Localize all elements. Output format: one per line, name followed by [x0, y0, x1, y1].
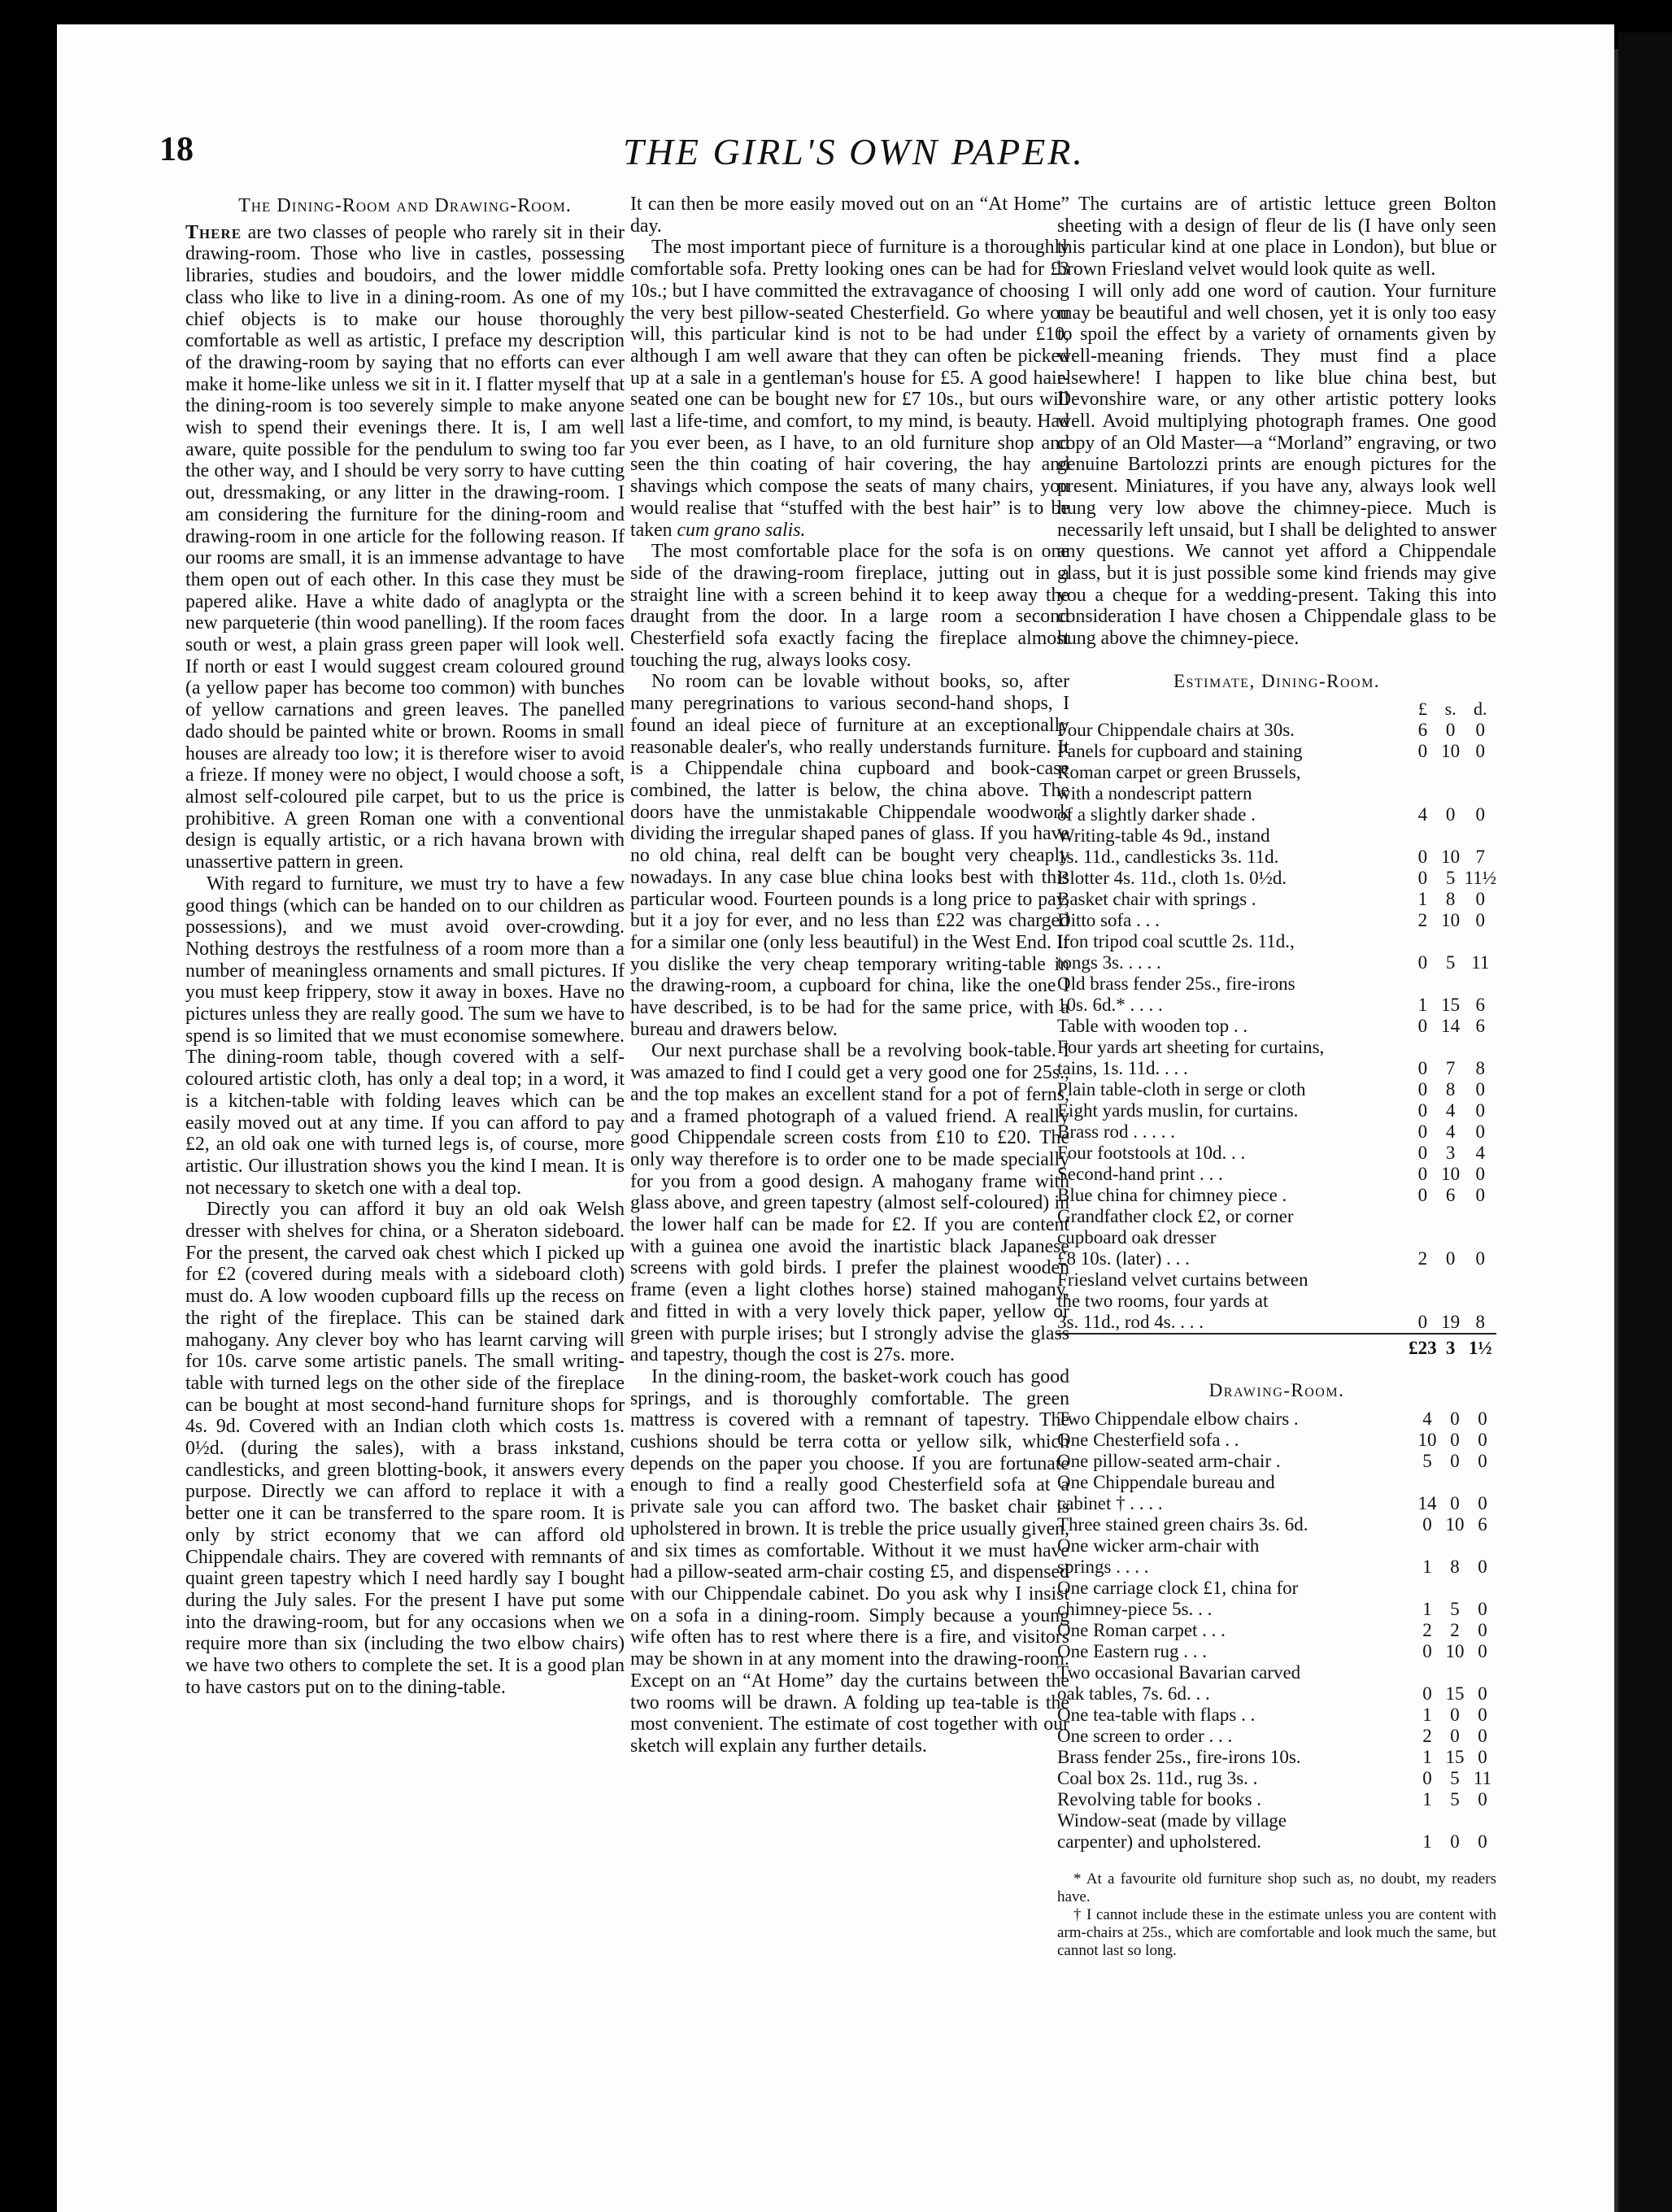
pence-value: 0 [1475, 741, 1486, 762]
estimate-item-label: Four yards art sheeting for curtains, [1057, 1037, 1325, 1058]
estimate-item-label: Plain table-cloth in serge or cloth [1057, 1079, 1306, 1100]
footnote: * At a favourite old furniture shop such as, no doubt, my readers have. [1057, 1870, 1496, 1906]
shillings-value: 10 [1441, 1164, 1461, 1185]
pounds-value: 0 [1417, 952, 1428, 973]
pounds-value: 2 [1422, 1620, 1432, 1641]
page-edge-shadow [1618, 33, 1672, 2212]
pence-value: 0 [1475, 1164, 1486, 1185]
estimate-row [1057, 847, 1496, 868]
pence-value: 11 [1473, 1768, 1492, 1789]
pounds-value: 1 [1422, 1599, 1432, 1620]
estimate-row [1057, 889, 1496, 910]
shillings-header: s. [1444, 699, 1456, 720]
estimate-row [1057, 1578, 1496, 1599]
estimate-row [1057, 1705, 1496, 1726]
pence-value [1465, 973, 1496, 995]
pence-value: 0 [1478, 1451, 1487, 1472]
estimate-item-label: Two occasional Bavarian carved [1057, 1662, 1301, 1683]
shillings-value [1437, 1206, 1465, 1227]
pence-value: 8 [1475, 1312, 1486, 1333]
pence-value: 4 [1475, 1143, 1486, 1164]
shillings-value: 10 [1445, 1641, 1465, 1662]
pounds-value: 0 [1417, 1121, 1428, 1143]
paragraph-text: are two classes of people who rarely sit in their drawing-room. Those who live in castles, possessing libraries, studies and boudoirs, and the lower middle class who like to live in a dining-room. As one of my chief objects is to make our house thoroughly comfortable as well as artistic, I preface my description of the drawing-room by saying that no efforts can ever make it home-like unless we sit in it. I flatter myself that the dining-room is too severely simple to make anyone wish to spend their evenings there. It is, I am well aware, quite possible for the pendulum to swing too far the other way, and I should be very sorry to have cutting out, dressmaking, or any litter in the drawing-room. I am considering the furniture for the dining-room and drawing-room in one article for the following reason. If our rooms are small, it is an immense advantage to have them open out of each other. In this case they must be papered alike. Have a white dado of anaglypta or the new parqueterie (thin wood panelling). If the room faces south or west, a plain grass green paper will look well. If north or east I would suggest cream coloured ground (a yellow paper has become too common) with bunches of yellow carnations and green leaves. The panelled dado should be painted white or brown. Rooms in small houses are already too low; it is therefore wiser to avoid a frieze. If money were no object, I would choose a soft, almost self-coloured pile carpet, but to us the price is prohibitive. A green Roman one with a conventional design is equally artistic, or a rich havana brown with unassertive pattern in green. [185, 221, 625, 873]
column-3 [1057, 194, 1496, 1960]
paragraph: It can then be more easily moved out on an “At Home” day. [630, 194, 1069, 237]
estimate-row [1057, 1768, 1496, 1789]
estimate-item-label: One screen to order . . . [1057, 1726, 1233, 1747]
estimate-row [1057, 762, 1496, 783]
estimate-item-label: tains, 1s. 11d. . . . [1057, 1058, 1188, 1079]
estimate-row [1057, 1206, 1496, 1227]
estimate-item-label: Friesland velvet curtains between [1057, 1269, 1308, 1291]
pence-value [1469, 1535, 1496, 1557]
estimate-dining-heading: Estimate, Dining-Room. [1173, 670, 1381, 691]
shillings-value: 0 [1450, 1831, 1460, 1853]
estimate-row [1057, 995, 1496, 1016]
estimate-drawing-body [1057, 1409, 1496, 1853]
pence-value: 0 [1478, 1641, 1487, 1662]
estimate-row [1057, 1810, 1496, 1831]
estimate-row [1057, 1185, 1496, 1206]
pounds-value: 0 [1417, 1312, 1428, 1333]
estimate-item-label: Two Chippendale elbow chairs . [1057, 1409, 1299, 1430]
pounds-value: 0 [1417, 1143, 1428, 1164]
estimate-item-label: £8 10s. (later) . . . [1057, 1248, 1190, 1269]
pence-value: 0 [1478, 1831, 1487, 1853]
estimate-row [1057, 1726, 1496, 1747]
estimate-item-label: with a nondescript pattern [1057, 783, 1252, 804]
estimate-dining-body [1057, 699, 1496, 1334]
pounds-value: 0 [1422, 1641, 1432, 1662]
pounds-value [1409, 1037, 1437, 1058]
shillings-value: 5 [1450, 1599, 1460, 1620]
estimate-item-label: Panels for cupboard and staining [1057, 741, 1303, 762]
estimate-row [1057, 804, 1496, 825]
paragraph: With regard to furniture, we must try to have a few good things (which can be handed on to our children as possessions), and we must avoid over-crowding. Nothing destroys the restfulness of a room more than a number of meaningless ornaments and small pictures. If you must keep frippery, stow it away in boxes. Have no pictures unless they are really good. The sum we have to spend is so limited that we must economise somewhere. The dining-room table, though covered with a self-coloured artistic cloth, has only a deal top; in a word, it is a kitchen-table with folding leaves which can be easily moved out at any time. If you can afford to pay £2, an old oak one with turned legs is, of course, more artistic. Our illustration shows you the kind I mean. It is not necessary to sketch one with a deal top. [185, 873, 625, 1199]
shillings-value: 7 [1445, 1058, 1456, 1079]
estimate-row [1057, 720, 1496, 741]
estimate-item-label: of a slightly darker shade . [1057, 804, 1256, 825]
shillings-value: 0 [1445, 1248, 1456, 1269]
estimate-item-label: tongs 3s. . . . . [1057, 952, 1161, 973]
pounds-header: £ [1417, 699, 1427, 720]
estimate-item-label: Table with wooden top . . [1057, 1016, 1248, 1037]
pounds-value [1409, 1291, 1437, 1312]
pence-value: 0 [1478, 1557, 1487, 1578]
pounds-value: 0 [1417, 1058, 1428, 1079]
shillings-value: 15 [1441, 995, 1461, 1016]
estimate-row [1057, 1016, 1496, 1037]
estimate-row [1057, 1472, 1496, 1493]
shillings-value [1441, 1535, 1469, 1557]
estimate-row [1057, 1451, 1496, 1472]
estimate-item-label: 3s. 11d., rod 4s. . . . [1057, 1312, 1204, 1333]
paragraph [630, 237, 1069, 541]
pounds-value: 14 [1417, 1493, 1437, 1514]
estimate-row [1057, 1557, 1496, 1578]
estimate-item-label: chimney-piece 5s. . . [1057, 1599, 1213, 1620]
estimate-item-label: One Chippendale bureau and [1057, 1472, 1275, 1493]
pounds-value: 0 [1417, 741, 1428, 762]
estimate-item-label: Three stained green chairs 3s. 6d. [1057, 1514, 1308, 1535]
estimate-row [1057, 1143, 1496, 1164]
pence-value: 0 [1475, 1185, 1486, 1206]
paragraph: Our next purchase shall be a revolving book-table. I was amazed to find I could get a very good one for 25s., and the top makes an excellent stand for a pot of ferns, and a framed photograph of a valued friend. A really good Chippendale screen costs from £10 to £20. The only way therefore is to order one to be made specially for you from a good design. A mahogany frame with glass above, and green tapestry (almost self-coloured) in the lower half can be made for £2. If you are content with a guinea one avoid the inartistic black Japanese screens with gold birds. I prefer the plainest wooden frame (even a light clothes horse) stained mahogany, and fitted in with a very lovely thick paper, yellow or green with purple irises; but I strongly advise the glass and tapestry, though the cost is 27s. more. [630, 1040, 1069, 1366]
shillings-value: 10 [1441, 910, 1461, 931]
shillings-value: 0 [1450, 1409, 1460, 1430]
paragraph: Directly you can afford it buy an old oak Welsh dresser with shelves for china, or a Sheraton sideboard. For the present, the carved oak chest which I picked up for £2 (covered during meals with a sideboard cloth) must do. A low wooden cupboard fills up the recess on the right of the fireplace. This can be stained dark mahogany. Any clever boy who has learnt carving will for 10s. carve some artistic panels. The small writing-table with turned legs on the other side of the fireplace can be bought at most second-hand furniture shops for 4s. 9d. Covered with an Indian cloth which costs 1s. 0½d. (during the sales), with a brass inkstand, candlesticks, and green blotting-book, it answers every purpose. Directly we can afford to replace it with a better one it can be transferred to the spare room. It is only by strict economy that we can afford old Chippendale chairs. They are covered with remnants of quaint green tapestry which I need hardly say I bought during the July sales. For the present I have put some into the drawing-room, but for any occasions when we require more than six (including the two elbow chairs) we have two others to complete the set. It is a good plan to have castors put on to the dining-table. [185, 1199, 625, 1698]
pence-header: d. [1474, 699, 1487, 720]
estimate-item-label: Iron tripod coal scuttle 2s. 11d., [1057, 931, 1295, 952]
pounds-value [1409, 1206, 1437, 1227]
pounds-value: 0 [1417, 847, 1428, 868]
pence-value [1469, 1810, 1496, 1831]
pence-value: 0 [1475, 804, 1486, 825]
pence-value: 0 [1478, 1683, 1487, 1705]
estimate-row [1057, 1620, 1496, 1641]
pounds-value [1413, 1662, 1441, 1683]
shillings-value [1437, 1269, 1465, 1291]
shillings-value [1441, 1662, 1469, 1683]
pounds-value: 2 [1417, 910, 1428, 931]
pounds-value [1409, 825, 1437, 847]
pounds-value [1409, 1227, 1437, 1248]
shillings-value: 10 [1445, 1514, 1465, 1535]
pounds-value: 2 [1417, 1248, 1428, 1269]
paragraph [185, 222, 625, 873]
total-pence: 1½ [1465, 1334, 1496, 1359]
pounds-value: 1 [1417, 995, 1428, 1016]
estimate-item-label: Writing-table 4s 9d., instand [1057, 825, 1270, 847]
pence-value: 7 [1475, 847, 1486, 868]
shillings-value [1437, 931, 1465, 952]
estimate-item-label: cupboard oak dresser [1057, 1227, 1217, 1248]
shillings-value [1437, 973, 1465, 995]
pounds-value [1409, 783, 1437, 804]
pounds-value [1409, 762, 1437, 783]
estimate-row [1057, 1789, 1496, 1810]
shillings-value [1441, 1810, 1469, 1831]
pence-value: 0 [1478, 1599, 1487, 1620]
shillings-value: 8 [1445, 889, 1456, 910]
pounds-value: 6 [1417, 720, 1428, 741]
pounds-value: 1 [1417, 889, 1428, 910]
estimate-item-label: Blotter 4s. 11d., cloth 1s. 0½d. [1057, 868, 1287, 889]
shillings-value: 0 [1450, 1705, 1460, 1726]
shillings-value [1437, 1291, 1465, 1312]
estimate-row [1057, 1599, 1496, 1620]
pence-value: 0 [1478, 1620, 1487, 1641]
pence-value [1465, 931, 1496, 952]
pence-value: 0 [1475, 889, 1486, 910]
shillings-value [1437, 1037, 1465, 1058]
shillings-value: 6 [1445, 1185, 1456, 1206]
pounds-value: 1 [1422, 1705, 1432, 1726]
pence-value [1465, 825, 1496, 847]
estimate-column-header [1057, 699, 1496, 720]
shillings-value: 0 [1445, 720, 1456, 741]
pence-value: 0 [1475, 720, 1486, 741]
pounds-value: 0 [1417, 1079, 1428, 1100]
shillings-value: 0 [1450, 1430, 1460, 1451]
estimate-row [1057, 1409, 1496, 1430]
pounds-value: 5 [1422, 1451, 1432, 1472]
shillings-value: 5 [1445, 868, 1456, 889]
estimate-row [1057, 1747, 1496, 1768]
pence-value: 11 [1471, 952, 1490, 973]
pence-value [1465, 783, 1496, 804]
pounds-value: 0 [1417, 1164, 1428, 1185]
pence-value: 8 [1475, 1058, 1486, 1079]
estimate-item-label: Brass fender 25s., fire-irons 10s. [1057, 1747, 1301, 1768]
footnote: † I cannot include these in the estimate unless you are content with arm-chairs at 25s., which are comfortable and look much the same, but cannot last so long. [1057, 1906, 1496, 1960]
running-title: THE GIRL'S OWN PAPER. [623, 131, 1085, 172]
pounds-value: 2 [1422, 1726, 1432, 1747]
pence-value: 0 [1478, 1726, 1487, 1747]
pounds-value: 0 [1417, 868, 1428, 889]
pence-value: 0 [1475, 1248, 1486, 1269]
pence-value: 0 [1475, 1079, 1486, 1100]
pence-value: 0 [1475, 910, 1486, 931]
shillings-value: 0 [1450, 1726, 1460, 1747]
estimate-item-label: oak tables, 7s. 6d. . . [1057, 1683, 1210, 1705]
estimate-item-label: cabinet † . . . . [1057, 1493, 1163, 1514]
page-number: 18 [159, 131, 194, 168]
pounds-value: 0 [1422, 1683, 1432, 1705]
shillings-value: 4 [1445, 1121, 1456, 1143]
estimate-row [1057, 1291, 1496, 1312]
total-pounds: £23 [1409, 1334, 1437, 1359]
article-heading: The Dining-Room and Drawing-Room. [238, 195, 572, 216]
estimate-row [1057, 783, 1496, 804]
shillings-value: 5 [1450, 1789, 1460, 1810]
estimate-item-label: One Eastern rug . . . [1057, 1641, 1207, 1662]
shillings-value [1437, 783, 1465, 804]
shillings-value: 8 [1450, 1557, 1460, 1578]
pounds-value [1413, 1472, 1441, 1493]
pence-value [1465, 1269, 1496, 1291]
shillings-value: 10 [1441, 847, 1461, 868]
pence-value: 0 [1478, 1409, 1487, 1430]
opening-word: There [185, 221, 242, 243]
estimate-row [1057, 1058, 1496, 1079]
shillings-value: 0 [1445, 804, 1456, 825]
pounds-value [1413, 1810, 1441, 1831]
pounds-value [1409, 973, 1437, 995]
pounds-value: 1 [1422, 1557, 1432, 1578]
estimate-row [1057, 1164, 1496, 1185]
pence-value [1465, 1037, 1496, 1058]
pence-value: 6 [1478, 1514, 1487, 1535]
estimate-drawing-heading: Drawing-Room. [1208, 1380, 1345, 1401]
estimate-item-label: 1s. 11d., candlesticks 3s. 11d. [1057, 847, 1279, 868]
pounds-value: 10 [1417, 1430, 1437, 1451]
estimate-item-label: Second-hand print . . . [1057, 1164, 1223, 1185]
pounds-value: 1 [1422, 1831, 1432, 1853]
pence-value: 11½ [1464, 868, 1496, 889]
shillings-value: 19 [1441, 1312, 1461, 1333]
pence-value: 0 [1475, 1100, 1486, 1121]
pence-value: 0 [1475, 1121, 1486, 1143]
estimate-row [1057, 1641, 1496, 1662]
latin-phrase: cum grano salis. [677, 519, 806, 541]
pounds-value [1409, 931, 1437, 952]
column-2 [630, 194, 1069, 1757]
shillings-value: 14 [1441, 1016, 1461, 1037]
estimate-item-label: One tea-table with flaps . . [1057, 1705, 1256, 1726]
estimate-item-label: Roman carpet or green Brussels, [1057, 762, 1301, 783]
shillings-value [1437, 825, 1465, 847]
shillings-value: 5 [1450, 1768, 1460, 1789]
column-1 [185, 194, 625, 1699]
estimate-item-label: Revolving table for books . [1057, 1789, 1262, 1810]
estimate-row [1057, 1514, 1496, 1535]
estimate-row [1057, 1037, 1496, 1058]
pence-value: 0 [1478, 1789, 1487, 1810]
pounds-value: 1 [1422, 1789, 1432, 1810]
estimate-item-label: One Chesterfield sofa . . [1057, 1430, 1239, 1451]
estimate-row [1057, 1248, 1496, 1269]
estimate-item-label: Window-seat (made by village [1057, 1810, 1287, 1831]
shillings-value [1437, 1227, 1465, 1248]
estimate-drawing-table [1057, 1409, 1496, 1853]
pence-value: 0 [1478, 1430, 1487, 1451]
estimate-dining-table [1057, 699, 1496, 1359]
estimate-item-label: Basket chair with springs . [1057, 889, 1256, 910]
estimate-item-label: 10s. 6d.* . . . . [1057, 995, 1163, 1016]
pounds-value [1413, 1535, 1441, 1557]
paragraph: I will only add one word of caution. Your furniture may be beautiful and well chosen, yet it is only too easy to spoil the effect by a variety of ornaments given by well-meaning friends. They must find a place elsewhere! I happen to like blue china best, but Devonshire ware, or any other artistic pottery looks well. Avoid multiplying photograph frames. One good copy of an Old Master—a “Morland” engraving, or two genuine Bartolozzi prints are enough pictures for the present. Miniatures, if you have any, always look well hung very low above the chimney-piece. Much is necessarily left unsaid, but I shall be delighted to answer any questions. We cannot yet afford a Chippendale glass, but it is just possible some kind friends may give you a cheque for a wedding-present. Taking this into consideration I have chosen a Chippendale glass to be hung above the chimney-piece. [1057, 280, 1496, 650]
shillings-value: 15 [1445, 1747, 1465, 1768]
paragraph: The curtains are of artistic lettuce green Bolton sheeting with a design of fleur de lis (I have only seen this particular kind at one place in London), but blue or brown Friesland velvet would look quite as well. [1057, 194, 1496, 281]
estimate-item-label: the two rooms, four yards at [1057, 1291, 1269, 1312]
estimate-row [1057, 1100, 1496, 1121]
estimate-item-label: Grandfather clock £2, or corner [1057, 1206, 1294, 1227]
paragraph: The most comfortable place for the sofa is on one side of the drawing-room fireplace, jutting out in a straight line with a screen behind it to keep away the draught from the door. In a large room a second Chesterfield sofa exactly facing the fireplace almost touching the rug, always looks cosy. [630, 541, 1069, 671]
pence-value: 0 [1478, 1747, 1487, 1768]
pounds-value: 0 [1422, 1514, 1432, 1535]
pounds-value [1413, 1578, 1441, 1599]
estimate-row [1057, 1269, 1496, 1291]
estimate-item-label: springs . . . . [1057, 1557, 1149, 1578]
shillings-value: 15 [1445, 1683, 1465, 1705]
shillings-value: 4 [1445, 1100, 1456, 1121]
estimate-row [1057, 1312, 1496, 1334]
pounds-value: 0 [1417, 1185, 1428, 1206]
estimate-row [1057, 1079, 1496, 1100]
estimate-item-label: Coal box 2s. 11d., rug 3s. . [1057, 1768, 1258, 1789]
shillings-value [1437, 762, 1465, 783]
pounds-value: 1 [1422, 1747, 1432, 1768]
pounds-value: 0 [1417, 1100, 1428, 1121]
estimate-item-label: One carriage clock £1, china for [1057, 1578, 1299, 1599]
shillings-value: 8 [1445, 1079, 1456, 1100]
estimate-row [1057, 1227, 1496, 1248]
paragraph: In the dining-room, the basket-work couch has good springs, and is thoroughly comfortable. The green mattress is covered with a remnant of tapestry. The cushions should be terra cotta or yellow silk, which depends on the paper you choose. If you are fortunate enough to find a really good Chesterfield sofa at a private sale you can afford two. The basket chair is upholstered in brown. It is treble the price usually given, and six times as comfortable. Without it we must have had a pillow-seated arm-chair costing £5, and dispensed with our Chippendale cabinet. Do you ask why I insist on a sofa in a dining-room. Simply because a young wife often has to rest where there is a fire, and visitors may be shown in at any moment into the drawing-room. Except on an “At Home” day the curtains between the two rooms will be drawn. A folding up tea-table is the most convenient. The estimate of cost together with our sketch will explain any further details. [630, 1365, 1069, 1757]
shillings-value [1441, 1472, 1469, 1493]
footnotes [1057, 1870, 1496, 1960]
shillings-value [1441, 1578, 1469, 1599]
estimate-row [1057, 1430, 1496, 1451]
estimate-row [1057, 973, 1496, 995]
pence-value: 0 [1478, 1493, 1487, 1514]
estimate-total-row [1057, 1334, 1496, 1359]
estimate-item-label: Four Chippendale chairs at 30s. [1057, 720, 1295, 741]
estimate-row [1057, 910, 1496, 931]
estimate-row [1057, 1683, 1496, 1705]
estimate-row [1057, 1831, 1496, 1853]
paragraph-text: The most important piece of furniture is a thoroughly comfortable sofa. Pretty looking ones can be had for £3 10s.; but I have committed the extravagance of choosing the very best pillow-seated Chesterfield. Go where you will, this particular kind is not to be had under £10, although I am well aware that they can often be picked up at a sale in a gentleman's house for £5. A good hair-seated one can be bought new for £7 10s., but ours will last a life-time, and comfort, to my mind, is beauty. Had you ever been, as I have, to an old furniture shop and seen the thin coating of hair covering, the hay and shavings which compose the seats of many chairs, you would realise that “stuffed with the best hair” is to be taken [630, 237, 1069, 541]
estimate-row [1057, 868, 1496, 889]
pounds-value: 4 [1417, 804, 1428, 825]
estimate-item-label: One pillow-seated arm-chair . [1057, 1451, 1281, 1472]
pence-value [1465, 1227, 1496, 1248]
pence-value [1465, 762, 1496, 783]
estimate-row [1057, 952, 1496, 973]
estimate-row [1057, 1121, 1496, 1143]
pence-value: 6 [1475, 1016, 1486, 1037]
pence-value [1465, 1206, 1496, 1227]
estimate-row [1057, 1662, 1496, 1683]
estimate-item-label: carpenter) and upholstered. [1057, 1831, 1261, 1853]
pence-value [1469, 1662, 1496, 1683]
estimate-row [1057, 931, 1496, 952]
pounds-value [1409, 1269, 1437, 1291]
shillings-value: 0 [1450, 1493, 1460, 1514]
shillings-value: 5 [1445, 952, 1456, 973]
pounds-value: 0 [1417, 1016, 1428, 1037]
pence-value: 0 [1478, 1705, 1487, 1726]
estimate-item-label: One wicker arm-chair with [1057, 1535, 1260, 1557]
shillings-value: 3 [1445, 1143, 1456, 1164]
estimate-item-label: Old brass fender 25s., fire-irons [1057, 973, 1295, 995]
estimate-row [1057, 1535, 1496, 1557]
estimate-row [1057, 825, 1496, 847]
pence-value [1469, 1472, 1496, 1493]
estimate-item-label: Ditto sofa . . . [1057, 910, 1160, 931]
estimate-item-label: Blue china for chimney piece . [1057, 1185, 1287, 1206]
estimate-item-label: Brass rod . . . . . [1057, 1121, 1176, 1143]
shillings-value: 2 [1450, 1620, 1460, 1641]
pounds-value: 4 [1422, 1409, 1432, 1430]
shillings-value: 0 [1450, 1451, 1460, 1472]
pounds-value: 0 [1422, 1768, 1432, 1789]
shillings-value: 10 [1441, 741, 1461, 762]
estimate-item-label: Eight yards muslin, for curtains. [1057, 1100, 1299, 1121]
estimate-item-label: One Roman carpet . . . [1057, 1620, 1226, 1641]
estimate-row [1057, 1493, 1496, 1514]
paragraph: No room can be lovable without books, so, after many peregrinations to various second-hand shops, I found an ideal piece of furniture at an exceptionally reasonable dealer's, who really understands furniture. It is a Chippendale china cupboard and book-case combined, the latter is below, the china above. The doors have the unmistakable Chippendale woodwork dividing the irregular shaped panes of glass. If you have no old china, real delft can be bought very cheaply nowadays. In any case blue china looks best with this particular wood. Fourteen pounds is a long price to pay, but it a joy for ever, and no less than £22 was charged for a similar one (only less beautiful) in the West End. If you dislike the very cheap temporary writing-table in the drawing-room, a cupboard for china, like the one I have described, is to be had for the same price, with a bureau and drawers below. [630, 671, 1069, 1040]
total-shillings: 3 [1437, 1334, 1465, 1359]
pence-value: 6 [1475, 995, 1486, 1016]
pence-value [1469, 1578, 1496, 1599]
estimate-item-label: Four footstools at 10d. . . [1057, 1143, 1246, 1164]
pence-value [1465, 1291, 1496, 1312]
estimate-row [1057, 741, 1496, 762]
